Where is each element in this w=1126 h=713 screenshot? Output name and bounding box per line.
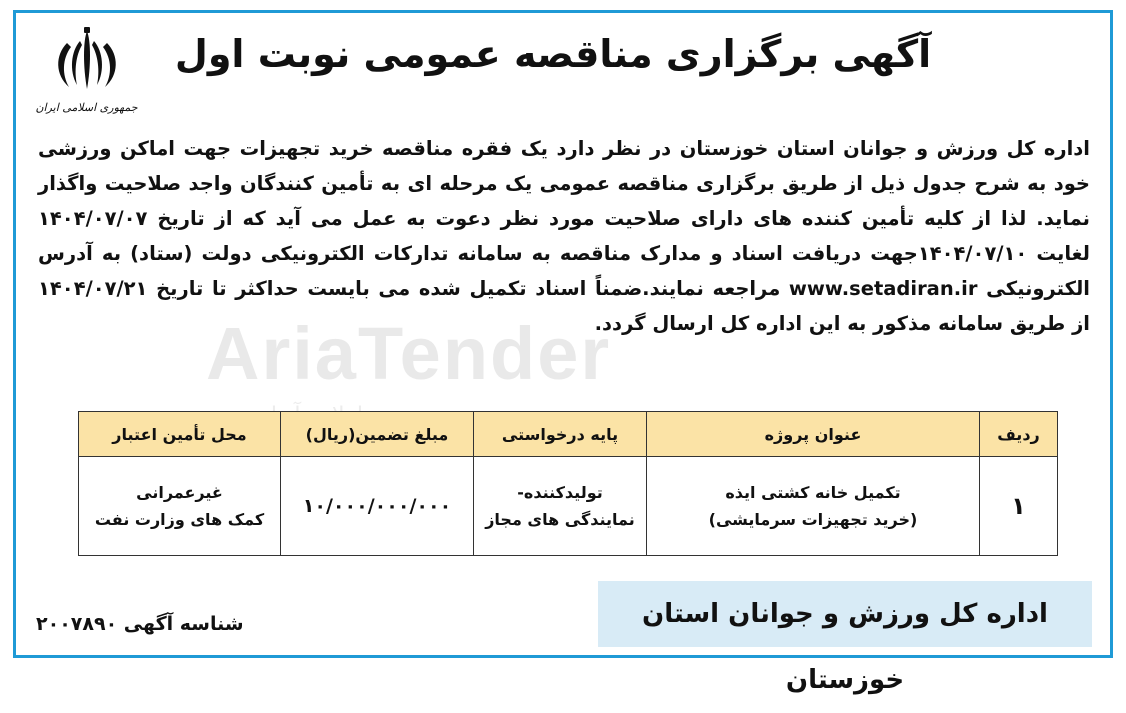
- emblem: [34, 21, 139, 131]
- header-row-number: ردیف: [980, 412, 1058, 457]
- cell-base: [474, 457, 647, 556]
- funding-line-2: کمک های وزارت نفت: [94, 510, 265, 529]
- base-line-2: نمایندگی های مجاز: [485, 510, 635, 529]
- table-header-row: [79, 412, 1058, 457]
- project-title: تکمیل خانه کشتی ایذه: [725, 483, 901, 502]
- iran-emblem-icon: [47, 27, 127, 95]
- cell-row-number: ۱: [980, 457, 1058, 556]
- cell-project: [647, 457, 980, 556]
- watermark-logo: AriaTender: [206, 312, 612, 395]
- project-subtitle: (خرید تجهیزات سرمایشی): [708, 510, 918, 529]
- header-amount: مبلغ تضمین(ریال): [281, 412, 474, 457]
- header-funding: محل تأمین اعتبار: [79, 412, 281, 457]
- organization-banner: اداره کل ورزش و جوانان استان خوزستان: [598, 581, 1092, 647]
- notice-title: آگهی برگزاری مناقصه عمومی نوبت اول: [174, 32, 932, 76]
- notice-frame: [13, 10, 1113, 695]
- cell-amount: ۱۰/۰۰۰/۰۰۰/۰۰۰: [281, 457, 474, 556]
- tender-table: [78, 411, 1058, 556]
- table-row: [79, 457, 1058, 556]
- ad-id: شناسه آگهی ۲۰۰۷۸۹۰: [36, 613, 244, 635]
- cell-funding: [79, 457, 281, 556]
- notice-body: اداره کل ورزش و جوانان استان خوزستان در نظر دارد یک فقره مناقصه خرید تجهیزات جهت اماکن ورزشی خود به شرح جدول ذیل از طریق برگزاری مناقصه عمومی یک مرحله ای به تأمین کنندگان واجد صلاحیت واگذار نماید. لذا از کلیه تأمین کننده های دارای صلاحیت مورد نظر دعوت به عمل می آید که از تاریخ ۱۴۰۴/۰۷/۰۷ لغایت ۱۴۰۴/۰۷/۱۰جهت دریافت اسناد و مدارک مناقصه به سامانه تدارکات الکترونیکی دولت (ستاد) به آدرس الکترونیکی www.setadiran.ir مراجعه نمایند.ضمناً اسناد تکمیل شده می بایست حداکثر تا تاریخ ۱۴۰۴/۰۷/۲۱ از طریق سامانه مذکور به این اداره کل ارسال گردد.: [38, 137, 1090, 335]
- funding-line-1: غیرعمرانی: [136, 483, 223, 502]
- header-project: عنوان پروژه: [647, 412, 980, 457]
- emblem-caption: جمهوری اسلامی ایران: [35, 101, 138, 114]
- header-base: پایه درخواستی: [474, 412, 647, 457]
- base-line-1: تولیدکننده-: [517, 483, 603, 502]
